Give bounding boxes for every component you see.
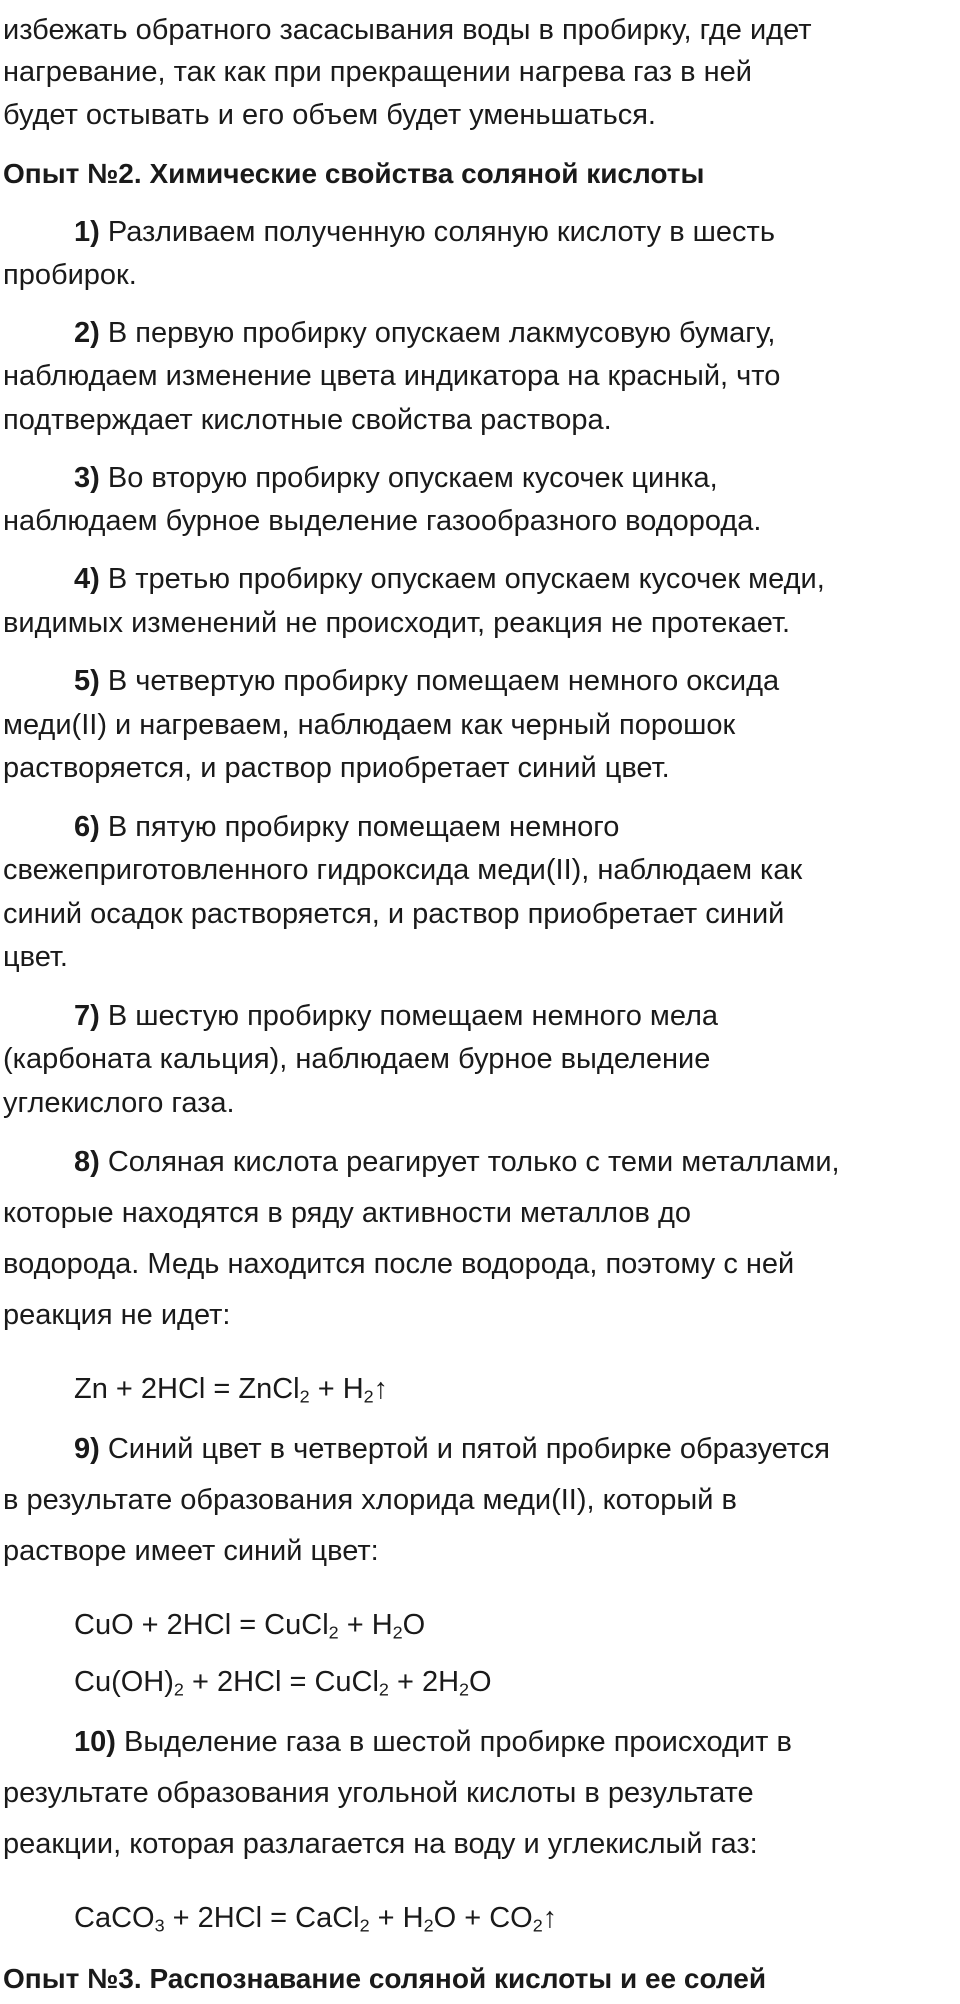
step-7-first-line	[74, 998, 718, 1034]
step-number: 9)	[74, 1433, 100, 1465]
step-6-first-line	[74, 809, 619, 845]
step-number: 5)	[74, 665, 100, 697]
step-10-first-line	[74, 1724, 792, 1760]
step-7-line: (карбоната кальция), наблюдаем бурное выделение	[3, 1043, 711, 1075]
step-number: 10)	[74, 1726, 116, 1758]
section-heading-3: Опыт №3. Распознавание соляной кислоты и ее солей	[3, 1963, 767, 1994]
step-6-line: синий осадок растворяется, и раствор приобретает синий	[3, 898, 785, 930]
step-7-line: углекислого газа.	[3, 1087, 235, 1119]
intro-line: будет остывать и его объем будет уменьшаться.	[3, 99, 656, 131]
step-number: 1)	[74, 216, 100, 248]
step-5-line: меди(II) и нагреваем, наблюдаем как черный порошок	[3, 709, 736, 741]
step-4-first-line	[74, 561, 825, 597]
step-2-line: наблюдаем изменение цвета индикатора на красный, что	[3, 360, 781, 392]
step-number: 3)	[74, 462, 100, 494]
section-heading-2: Опыт №2. Химические свойства соляной кислоты	[3, 158, 705, 189]
step-number: 6)	[74, 811, 100, 843]
step-2-line: подтверждает кислотные свойства раствора.	[3, 404, 612, 436]
step-text: Синий цвет в четвертой и пятой пробирке образуется	[99, 1433, 830, 1465]
step-text: В пятую пробирку помещаем немного	[99, 811, 620, 843]
step-8-line: реакция не идет:	[3, 1299, 231, 1331]
step-6-line: цвет.	[3, 941, 68, 973]
equation-zn-hcl: Zn + 2HCl = ZnCl$_2$ + $H_2↑$	[74, 1373, 389, 1407]
step-1-first-line	[74, 214, 775, 250]
step-2-first-line	[74, 315, 776, 351]
step-text: Разливаем полученную соляную кислоту в шесть	[99, 216, 775, 248]
step-text: Выделение газа в шестой пробирке происходит в	[115, 1726, 792, 1758]
gas-arrow-icon: ↑	[542, 1902, 558, 1934]
equation-caco3-hcl: CaCO$_3$ + 2HCl = CaCl$_2$ + $H_2O$ + $CO_2↑$	[74, 1902, 558, 1936]
step-1-line: пробирок.	[3, 259, 137, 291]
step-text: В четвертую пробирку помещаем немного оксида	[99, 665, 780, 697]
step-9-first-line	[74, 1431, 830, 1467]
step-number: 7)	[74, 1000, 100, 1032]
gas-arrow-icon: ↑	[373, 1373, 389, 1405]
step-3-first-line	[74, 460, 718, 496]
step-4-line: видимых изменений не происходит, реакция не протекает.	[3, 607, 791, 639]
step-text: В третью пробирку опускаем опускаем кусочек меди,	[99, 563, 825, 595]
step-3-line: наблюдаем бурное выделение газообразного водорода.	[3, 505, 762, 537]
step-number: 8)	[74, 1146, 100, 1178]
step-10-line: реакции, которая разлагается на воду и углекислый газ:	[3, 1828, 758, 1860]
step-text: В первую пробирку опускаем лакмусовую бумагу,	[99, 317, 776, 349]
step-number: 4)	[74, 563, 100, 595]
step-number: 2)	[74, 317, 100, 349]
step-8-line: которые находятся в ряду активности металлов до	[3, 1197, 692, 1229]
step-5-line: растворяется, и раствор приобретает синий цвет.	[3, 752, 670, 784]
step-text: Во вторую пробирку опускаем кусочек цинка,	[99, 462, 718, 494]
step-9-line: растворе имеет синий цвет:	[3, 1535, 379, 1567]
intro-line: нагревание, так как при прекращении нагрева газ в ней	[3, 56, 752, 88]
step-text: Соляная кислота реагирует только с теми металлами,	[99, 1146, 840, 1178]
equation-cuoh2-hcl: $Cu(OH)_2 + 2HCl$ = CuCl$_2$ + $2H_2O$	[74, 1666, 492, 1700]
step-text: В шестую пробирку помещаем немного мела	[99, 1000, 719, 1032]
step-10-line: результате образования угольной кислоты в результате	[3, 1777, 754, 1809]
step-6-line: свежеприготовленного гидроксида меди(II), наблюдаем как	[3, 854, 803, 886]
step-8-line: водорода. Медь находится после водорода, поэтому с ней	[3, 1248, 795, 1280]
equation-cuo-hcl: CuO + 2HCl = CuCl$_2$ + $H_2O$	[74, 1609, 426, 1643]
step-5-first-line	[74, 663, 779, 699]
step-8-first-line	[74, 1144, 840, 1180]
step-9-line: в результате образования хлорида меди(II), который в	[3, 1484, 737, 1516]
intro-line: избежать обратного засасывания воды в пробирку, где идет	[3, 14, 812, 46]
